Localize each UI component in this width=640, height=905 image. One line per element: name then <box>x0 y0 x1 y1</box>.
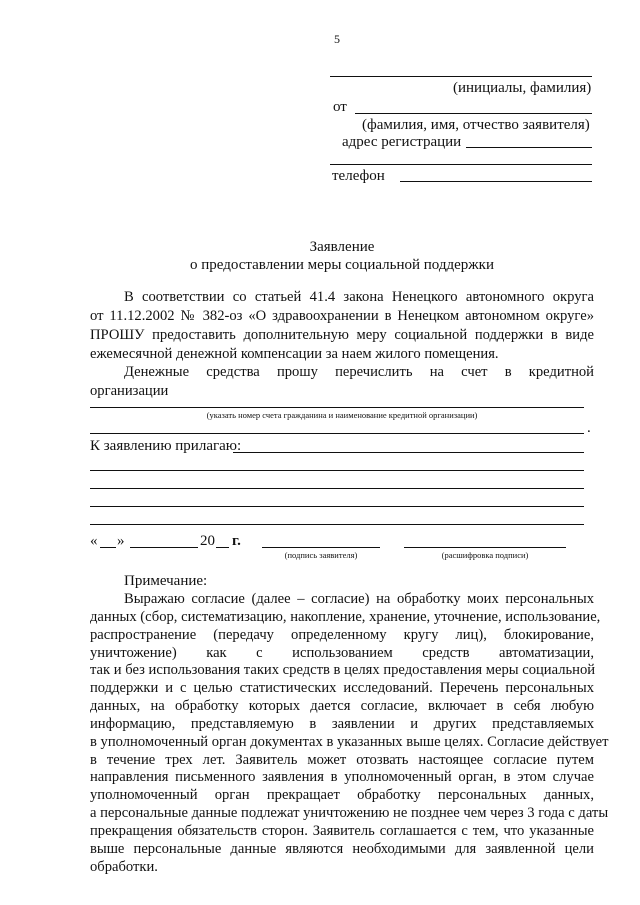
paragraph-line: выше персональные данные являются необходимыми для заявленной цели <box>90 840 594 857</box>
applicant-name-label: (фамилия, имя, отчество заявителя) <box>362 117 590 133</box>
attachments-line-3 <box>90 488 584 489</box>
paragraph-line: поддержки и с целью статистических исследований. Перечень персональных <box>90 680 594 697</box>
document-subtitle: о предоставлении меры социальной поддержки <box>190 257 494 273</box>
paragraph-line: в уполномоченный орган документах в указанных выше целях. Согласие действует <box>90 733 609 750</box>
paragraph-line: ПРОШУ предоставить дополнительную меру социальной поддержки в виде <box>90 326 594 343</box>
paragraph-line: от 11.12.2002 № 382-оз «О здравоохранении в Ненецком автономном округе» <box>90 307 594 324</box>
initials-line <box>330 76 592 77</box>
date-close-quote: » <box>117 533 125 549</box>
paragraph-line: а персональные данные подлежат уничтожению не позднее чем через 3 года с даты <box>90 805 609 822</box>
paragraph-line: данных, на обработку которых дается согласие, включает в себя любую <box>90 698 594 715</box>
paragraph-line: направления письменного заявления в уполномоченный орган, в этом случае <box>90 769 594 786</box>
paragraph-line: данных (сбор, систематизацию, накопление, хранение, уточнение, использование, <box>90 608 601 625</box>
attachments-line-5 <box>90 524 584 525</box>
date-month-line <box>130 547 198 548</box>
phone-line <box>400 181 592 182</box>
attachments-line-2 <box>90 470 584 471</box>
account-line <box>90 407 584 408</box>
paragraph-line: распространение (передачу определенному кругу лиц), блокирование, <box>90 626 594 643</box>
decoding-line <box>404 547 566 548</box>
phone-label: телефон <box>332 168 385 184</box>
address-label: адрес регистрации <box>342 134 462 150</box>
consent-paragraph <box>90 591 609 877</box>
signature-line <box>262 547 380 548</box>
date-year-prefix: 20 <box>200 533 215 549</box>
line-end-mark: . <box>587 420 591 436</box>
paragraph-line: информацию, представляемую в заявлении и других представляемых <box>90 715 594 732</box>
account-line-2 <box>90 433 584 434</box>
paragraph-line: Денежные средства прошу перечислить на счет в кредитной <box>124 364 594 380</box>
paragraph-line: организации <box>90 382 169 399</box>
paragraph-line: прекращения обязательств сторон. Заявитель соглашается с тем, что указанные <box>90 822 594 839</box>
paragraph-line: уничтожение) как с использованием средств автоматизации, <box>90 644 594 661</box>
attachments-line <box>233 452 584 453</box>
decoding-hint: (расшифровка подписи) <box>441 550 529 560</box>
page-number: 5 <box>334 32 340 46</box>
request-paragraph <box>90 288 594 364</box>
paragraph-line: обработки. <box>90 858 158 875</box>
note-title: Примечание: <box>124 573 208 589</box>
date-year-line <box>216 547 229 548</box>
from-label: от <box>333 99 347 115</box>
date-year-suffix: г. <box>232 533 241 549</box>
date-open-quote: « <box>90 533 98 549</box>
date-day-line <box>100 547 116 548</box>
paragraph-line: так и без использования таких средств в целях предоставления меры социальной <box>90 662 596 679</box>
initials-label: (инициалы, фамилия) <box>453 80 592 96</box>
attachments-label: К заявлению прилагаю: <box>90 438 242 454</box>
signature-hint: (подпись заявителя) <box>284 550 358 560</box>
paragraph-line: Выражаю согласие (далее – согласие) на обработку моих персональных <box>124 591 594 607</box>
account-hint: (указать номер счета гражданина и наименование кредитной организации) <box>206 410 478 420</box>
payment-paragraph <box>90 363 594 401</box>
address-line <box>466 147 592 148</box>
paragraph-line: уполномоченный орган прекращает обработку персональных данных, <box>90 787 594 804</box>
paragraph-line: ежемесячной денежной компенсации за наем жилого помещения. <box>90 345 499 362</box>
attachments-line-4 <box>90 506 584 507</box>
paragraph-line: в течение трех лет. Заявитель может отозвать настоящее согласие путем <box>90 751 594 768</box>
address-line-2 <box>330 164 592 165</box>
document-title: Заявление <box>309 239 375 255</box>
paragraph-line: В соответствии со статьей 41.4 закона Ненецкого автономного округа <box>124 289 594 305</box>
from-line <box>355 113 592 114</box>
